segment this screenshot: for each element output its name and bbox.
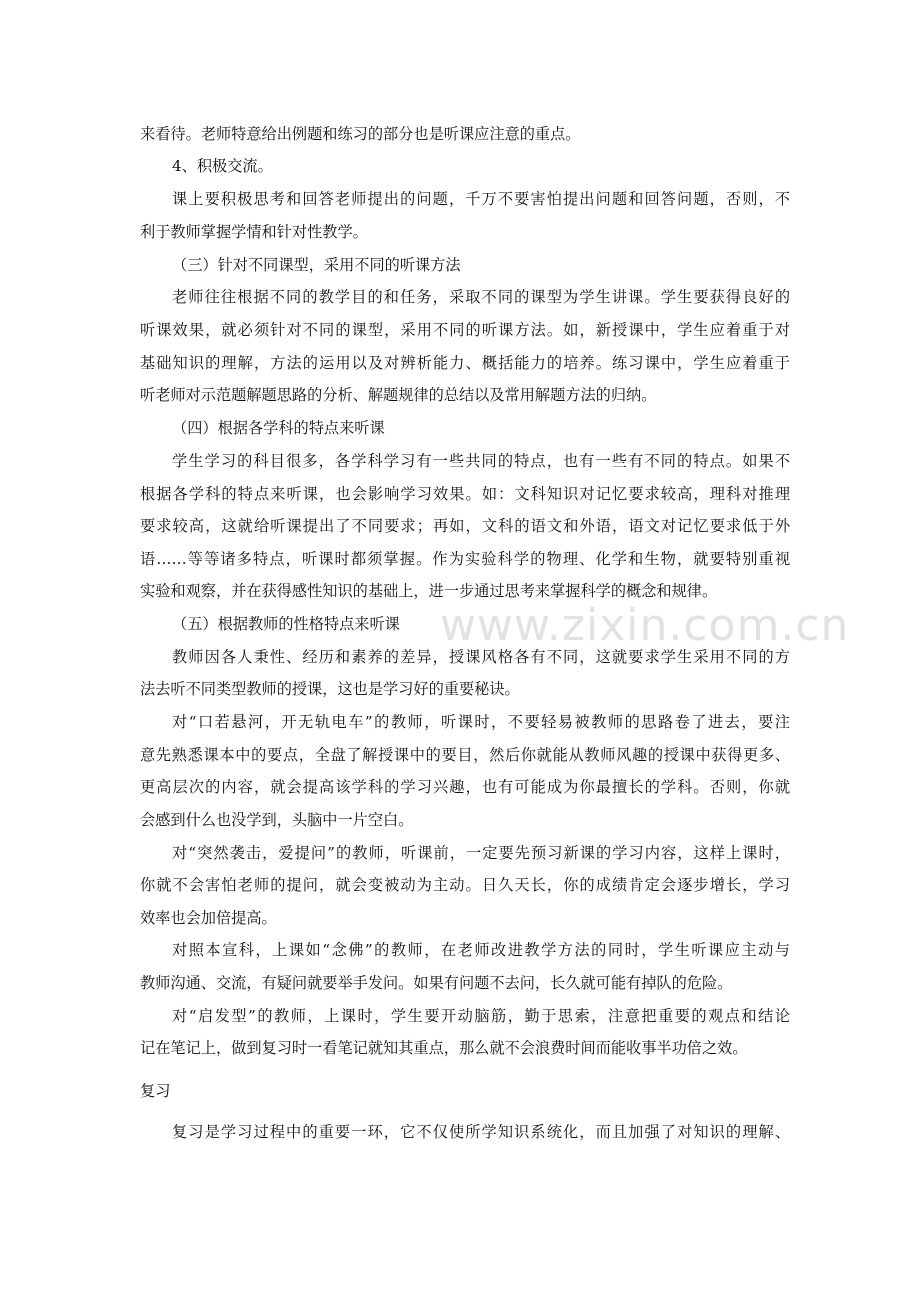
paragraph-line: 来看待。老师特意给出例题和练习的部分也是听课应注意的重点。 (140, 125, 581, 143)
paragraph-line: 对“突然袭击，爱提问”的教师，听课前，一定要先预习新课的学习内容，这样上课时， (172, 844, 790, 862)
section-heading: （五）根据教师的性格特点来听课 (172, 615, 400, 633)
paragraph-line: 听课效果，就必须针对不同的课型，采用不同的听课方法。如，新授课中，学生应着重于对 (140, 321, 790, 339)
paragraph-line: 更高层次的内容，就会提高该学科的学习兴趣，也有可能成为你最擅长的学科。否则，你就 (140, 778, 790, 796)
paragraph-line: 你就不会害怕老师的提问，就会变被动为主动。日久天长，你的成绩肯定会逐步增长，学习 (140, 876, 790, 894)
section-heading: （四）根据各学科的特点来听课 (172, 419, 385, 437)
paragraph-line: 对“口若悬河，开无轨电车”的教师，听课时，不要轻易被教师的思路卷了进去，要注 (172, 713, 790, 731)
paragraph-line: 课上要积极思考和回答老师提出的问题，千万不要害怕提出问题和回答问题，否则，不 (172, 190, 790, 208)
paragraph-line: 复习是学习过程中的重要一环，它不仅使所学知识系统化，而且加强了对知识的理解、 (172, 1123, 790, 1141)
paragraph-line: 教师沟通、交流，有疑问就要举手发问。如果有问题不去问，长久就可能有掉队的危险。 (140, 974, 733, 992)
paragraph-line: 教师因各人秉性、经历和素养的差异，授课风格各有不同，这就要求学生采用不同的方 (172, 648, 790, 666)
paragraph-line: 实验和观察，并在获得感性知识的基础上，进一步通过思考来掌握科学的概念和规律。 (140, 582, 718, 600)
paragraph-line: 会感到什么也没学到，头脑中一片空白。 (140, 811, 414, 829)
paragraph-line: 利于教师掌握学情和针对性教学。 (140, 223, 368, 241)
paragraph-line: 老师往往根据不同的教学目的和任务，采取不同的课型为学生讲课。学生要获得良好的 (172, 288, 790, 306)
paragraph-line: 语……等等诸多特点，听课时都须掌握。作为实验科学的物理、化学和生物，就要特别重视 (140, 550, 790, 568)
paragraph-line: 听老师对示范题解题思路的分析、解题规律的总结以及常用解题方法的归纳。 (140, 386, 657, 404)
paragraph-line: 根据各学科的特点来听课，也会影响学习效果。如：文科知识对记忆要求较高，理科对推理 (140, 485, 790, 503)
paragraph-line: 效率也会加倍提高。 (140, 909, 277, 927)
paragraph-line: 意先熟悉课本中的要点，全盘了解授课中的要目，然后你就能从教师风趣的授课中获得更多、 (140, 746, 790, 764)
paragraph-line: 学生学习的科目很多，各学科学习有一些共同的特点，也有一些有不同的特点。如果不 (172, 452, 790, 470)
paragraph-line: 要求较高，这就给听课提出了不同要求；再如，文科的语文和外语，语文对记忆要求低于外 (140, 517, 790, 535)
watermark: www.zixin.com.cn (440, 600, 850, 651)
numbered-heading: 4、积极交流。 (172, 157, 273, 175)
paragraph-line: 对照本宣科，上课如“念佛”的教师，在老师改进教学方法的同时，学生听课应主动与 (172, 941, 790, 959)
paragraph-line: 记在笔记上，做到复习时一看笔记就知其重点，那么就不会浪费时间而能收事半功倍之效。 (140, 1039, 748, 1057)
paragraph-line: 法去听不同类型教师的授课，这也是学习好的重要秘诀。 (140, 680, 520, 698)
section-title: 复习 (140, 1082, 171, 1100)
paragraph-line: 对“启发型”的教师，上课时，学生要开动脑筋，勤于思索，注意把重要的观点和结论 (172, 1007, 790, 1025)
section-heading: （三）针对不同课型，采用不同的听课方法 (172, 256, 461, 274)
paragraph-line: 基础知识的理解，方法的运用以及对辨析能力、概括能力的培养。练习课中，学生应着重于 (140, 354, 790, 372)
